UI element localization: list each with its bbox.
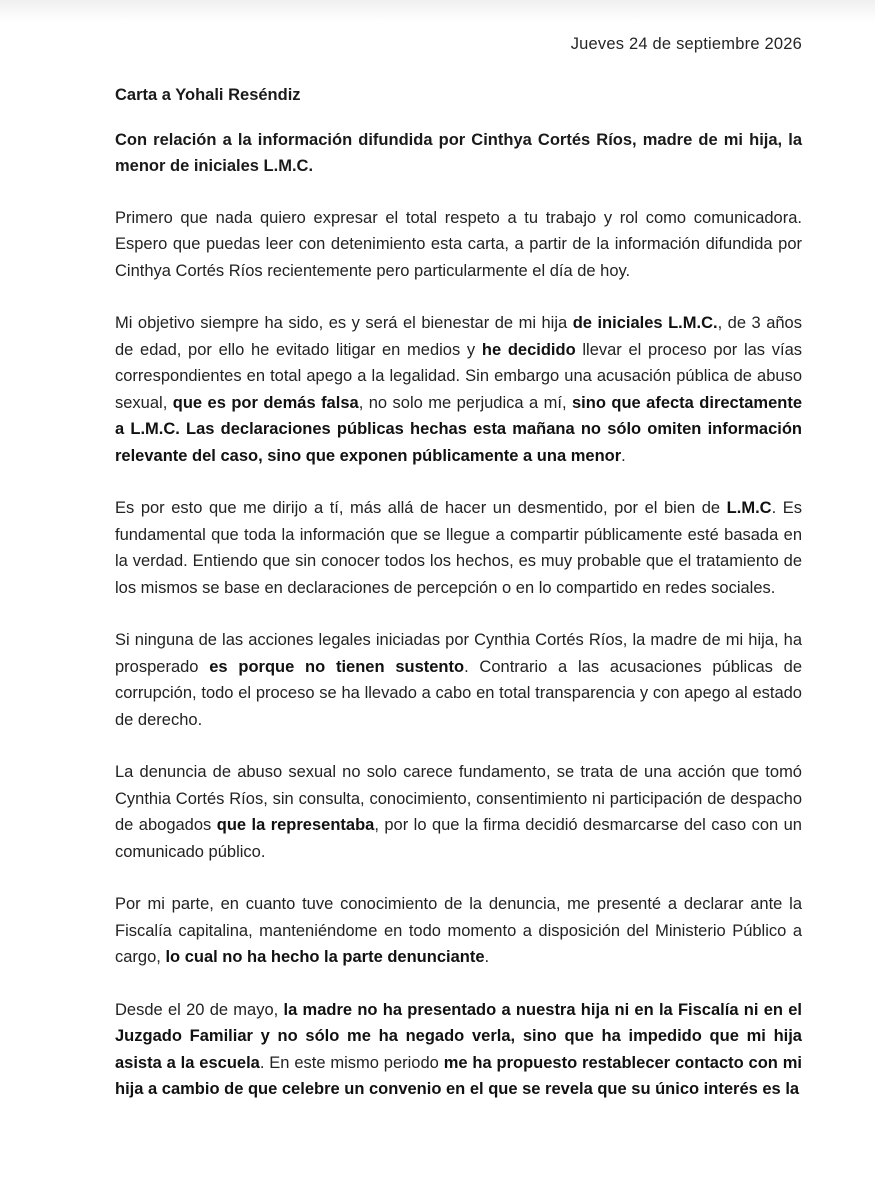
paragraph-7 xyxy=(115,997,802,1103)
emphasis-text: me ha propuesto restablecer contacto con mi hija a cambio de que celebre un convenio en el que se revela que su único interés es la xyxy=(115,1053,802,1098)
emphasis-text: la madre no ha presentado a nuestra hija ni en la Fiscalía ni en el Juzgado Familiar y no sólo me ha negado verla, sino que ha impedido que mi hija asista a la escuela xyxy=(115,1000,802,1072)
emphasis-text: que es por demás falsa xyxy=(172,393,359,412)
paragraph-text: La denuncia de abuso sexual no solo carece fundamento, se trata de una acción que tomó Cynthia Cortés Ríos, sin consulta, conocimiento, consentimiento ni participación de despacho de abogados xyxy=(115,763,802,834)
paragraph-text: Si ninguna de las acciones legales iniciadas por Cynthia Cortés Ríos, la madre de mi hija, ha prosperado xyxy=(115,631,802,676)
emphasis-text: he decidido xyxy=(481,340,576,359)
paragraph-4 xyxy=(115,627,802,733)
emphasis-text: es porque no tienen sustento xyxy=(209,657,465,676)
paragraph-text: llevar el proceso por las vías correspondientes en total apego a la legalidad. Sin embargo una acusación pública de abuso sexual, xyxy=(115,340,802,412)
paragraph-text: , de 3 años de edad, por ello he evitado litigar en medios y xyxy=(115,314,802,359)
emphasis-text: L.M.C xyxy=(726,499,772,517)
paragraph-text: Es por esto que me dirijo a tí, más allá de hacer un desmentido, por el bien de xyxy=(115,499,727,517)
letter-greeting: Carta a Yohali Reséndiz xyxy=(115,86,301,104)
letter-date: Jueves 24 de septiembre 2026 xyxy=(570,35,802,53)
paragraph-text: . xyxy=(621,446,626,465)
paragraph-text: . Contrario a las acusaciones públicas de corrupción, todo el proceso se ha llevado a cabo en total transparencia y con apego al estado de derecho. xyxy=(115,657,802,729)
emphasis-text: de iniciales L.M.C. xyxy=(572,314,718,332)
paragraph-5 xyxy=(115,759,802,865)
letter-body xyxy=(115,82,802,1103)
paragraph-1: Primero que nada quiero expresar el total respeto a tu trabajo y rol como comunicadora. Espero que puedas leer con detenimiento esta carta, a partir de la información difundida por Cinthya Cortés Ríos recientemente pero particularmente el día de hoy. xyxy=(115,208,802,280)
paragraph-6 xyxy=(115,891,802,971)
letter-subject: Con relación a la información difundida por Cinthya Cortés Ríos, madre de mi hija, la menor de iniciales L.M.C. xyxy=(115,130,802,175)
paragraph-text: , por lo que la firma decidió desmarcarse del caso con un comunicado público. xyxy=(115,816,802,861)
paragraph-text: . En este mismo periodo xyxy=(259,1053,444,1072)
emphasis-text: que la representaba xyxy=(216,816,375,834)
paragraph-3 xyxy=(115,495,802,601)
emphasis-text: sino que afecta directamente a L.M.C. Las declaraciones públicas hechas esta mañana no sólo omiten información relevante del caso, sino que exponen públicamente a una menor xyxy=(115,393,802,465)
page-top-shadow xyxy=(0,0,875,22)
paragraph-text: Desde el 20 de mayo, xyxy=(115,1000,284,1019)
paragraph-2 xyxy=(115,310,802,469)
paragraph-text: , no solo me perjudica a mí, xyxy=(358,393,572,412)
paragraph-text: Mi objetivo siempre ha sido, es y será el bienestar de mi hija xyxy=(115,314,573,332)
paragraph-text: Por mi parte, en cuanto tuve conocimiento de la denuncia, me presenté a declarar ante la Fiscalía capitalina, manteniéndome en todo momento a disposición del Ministerio Público a cargo, xyxy=(115,895,802,966)
paragraph-text: . Es fundamental que toda la información que se llegue a compartir públicamente esté basada en la verdad. Entiendo que sin conocer todos los hechos, es muy probable que el tratamiento de los mismos se base en declaraciones de percepción o en lo compartido en redes sociales. xyxy=(115,499,802,597)
emphasis-text: lo cual no ha hecho la parte denunciante xyxy=(165,948,485,966)
paragraph-text: . xyxy=(484,948,490,966)
